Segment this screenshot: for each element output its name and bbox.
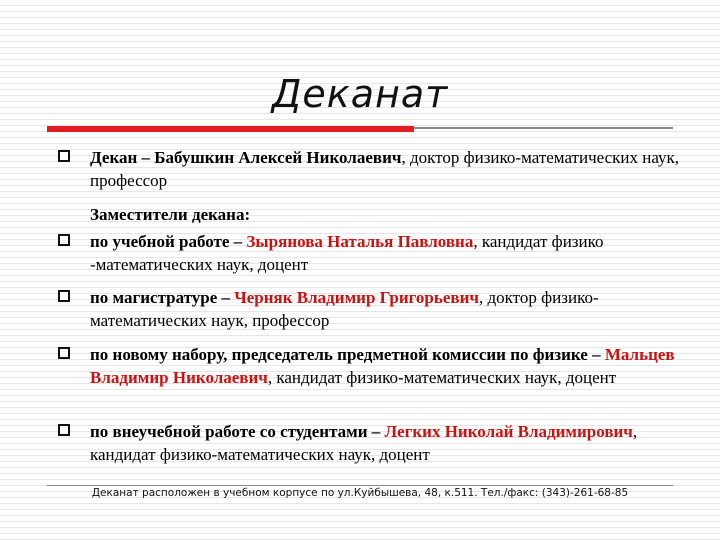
slide-title: Деканат	[271, 72, 449, 116]
deputy-title: , кандидат физико-математических наук, доцент	[90, 422, 638, 464]
deputy-area: по новому набору, председатель предметной комиссии по физике –	[90, 345, 605, 364]
deputy-title: , кандидат физико-математических наук, доцент	[267, 368, 617, 387]
deputy-title: , кандидат физико -математических наук, доцент	[90, 232, 604, 274]
deputy-name: Мальцев Владимир Николаевич	[90, 345, 675, 387]
dean-name: Бабушкин Алексей Николаевич	[154, 148, 402, 167]
deputy-name: Легких Николай Владимирович	[384, 422, 633, 441]
deputy-area: по внеучебной работе со студентами –	[90, 422, 385, 441]
deputy-item-masters	[90, 286, 680, 332]
footer-contact-info: Деканат расположен в учебном корпусе по ул.Куйбышева, 48, к.511. Тел./факс: (343)-261-68-85	[91, 487, 629, 499]
dean-title: , доктор физико-математических наук, профессор	[90, 148, 680, 190]
bullet-square-icon	[58, 424, 70, 436]
deputy-item-admission	[90, 343, 680, 389]
footer-rule	[47, 485, 673, 486]
deputy-name: Черняк Владимир Григорьевич	[234, 288, 479, 307]
bullet-square-icon	[58, 234, 70, 246]
deputies-heading: Заместители декана:	[90, 205, 251, 224]
bullet-square-icon	[58, 150, 70, 162]
deputy-area: по учебной работе –	[90, 232, 247, 251]
deputy-item-academic	[90, 230, 680, 276]
bullet-square-icon	[58, 290, 70, 302]
dean-role: Декан –	[90, 148, 155, 167]
bullet-square-icon	[58, 347, 70, 359]
deputy-area: по магистратуре –	[90, 288, 235, 307]
deputy-item-extracurricular	[90, 420, 680, 466]
deputy-name: Зырянова Наталья Павловна	[246, 232, 474, 251]
deputy-title: , доктор физико-математических наук, профессор	[90, 288, 599, 330]
dean-item	[90, 146, 680, 192]
